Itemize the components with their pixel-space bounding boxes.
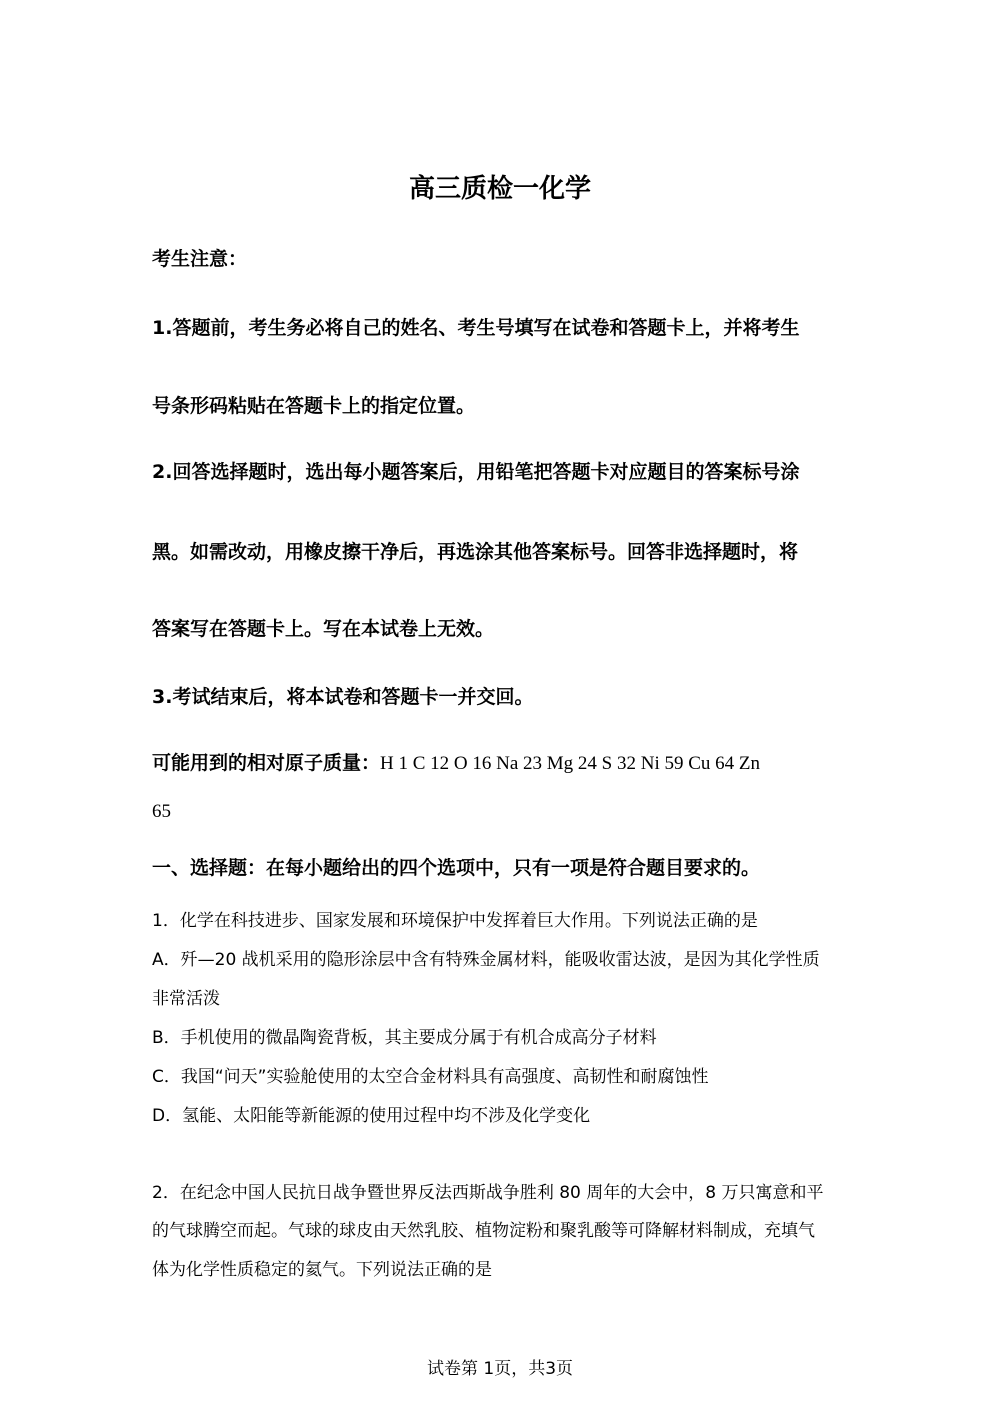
section-1-heading: 一、选择题：在每小题给出的四个选项中，只有一项是符合题目要求的。 (152, 857, 761, 879)
question-1-option-a-line-1: A．歼—20 战机采用的隐形涂层中含有特殊金属材料，能吸收雷达波，是因为其化学性质 (152, 950, 820, 970)
notice-item-1-line-1: 1.答题前，考生务必将自己的姓名、考生号填写在试卷和答题卡上，并将考生 (152, 317, 800, 339)
notice-heading: 考生注意： (152, 248, 248, 270)
atomic-mass-label: 可能用到的相对原子质量： (152, 752, 381, 774)
question-2-line-2: 的气球腾空而起。气球的球皮由天然乳胶、植物淀粉和聚乳酸等可降解材料制成，充填气 (152, 1221, 815, 1241)
notice-item-1-line-2: 号条形码粘贴在答题卡上的指定位置。 (152, 395, 476, 417)
notice-item-2-line-2: 黑。如需改动，用橡皮擦干净后，再选涂其他答案标号。回答非选择题时，将 (152, 541, 799, 563)
atomic-mass-line-2: 65 (152, 801, 171, 822)
question-2-line-1: 2．在纪念中国人民抗日战争暨世界反法西斯战争胜利 80 周年的大会中，8 万只寓意和平 (152, 1183, 824, 1203)
page-title: 高三质检一化学 (408, 174, 591, 204)
question-1-stem: 1．化学在科技进步、国家发展和环境保护中发挥着巨大作用。下列说法正确的是 (152, 911, 758, 931)
atomic-mass-line-1 (152, 748, 760, 775)
notice-item-3: 3.考试结束后，将本试卷和答题卡一并交回。 (152, 686, 534, 708)
notice-item-2-line-3: 答案写在答题卡上。写在本试卷上无效。 (152, 618, 495, 640)
question-1-option-b: B．手机使用的微晶陶瓷背板，其主要成分属于有机合成高分子材料 (152, 1028, 657, 1048)
question-1-option-c: C．我国“问天”实验舱使用的太空合金材料具有高强度、高韧性和耐腐蚀性 (152, 1067, 709, 1087)
atomic-mass-values: H 1 C 12 O 16 Na 23 Mg 24 S 32 Ni 59 Cu 64 Zn (380, 753, 761, 774)
question-2-line-3: 体为化学性质稳定的氦气。下列说法正确的是 (152, 1260, 492, 1280)
question-1-option-d: D．氢能、太阳能等新能源的使用过程中均不涉及化学变化 (152, 1106, 591, 1126)
page-footer: 试卷第 1页，共3页 (426, 1359, 574, 1379)
notice-item-2-line-1: 2.回答选择题时，选出每小题答案后，用铅笔把答题卡对应题目的答案标号涂 (152, 461, 800, 483)
question-1-option-a-line-2: 非常活泼 (152, 989, 220, 1009)
